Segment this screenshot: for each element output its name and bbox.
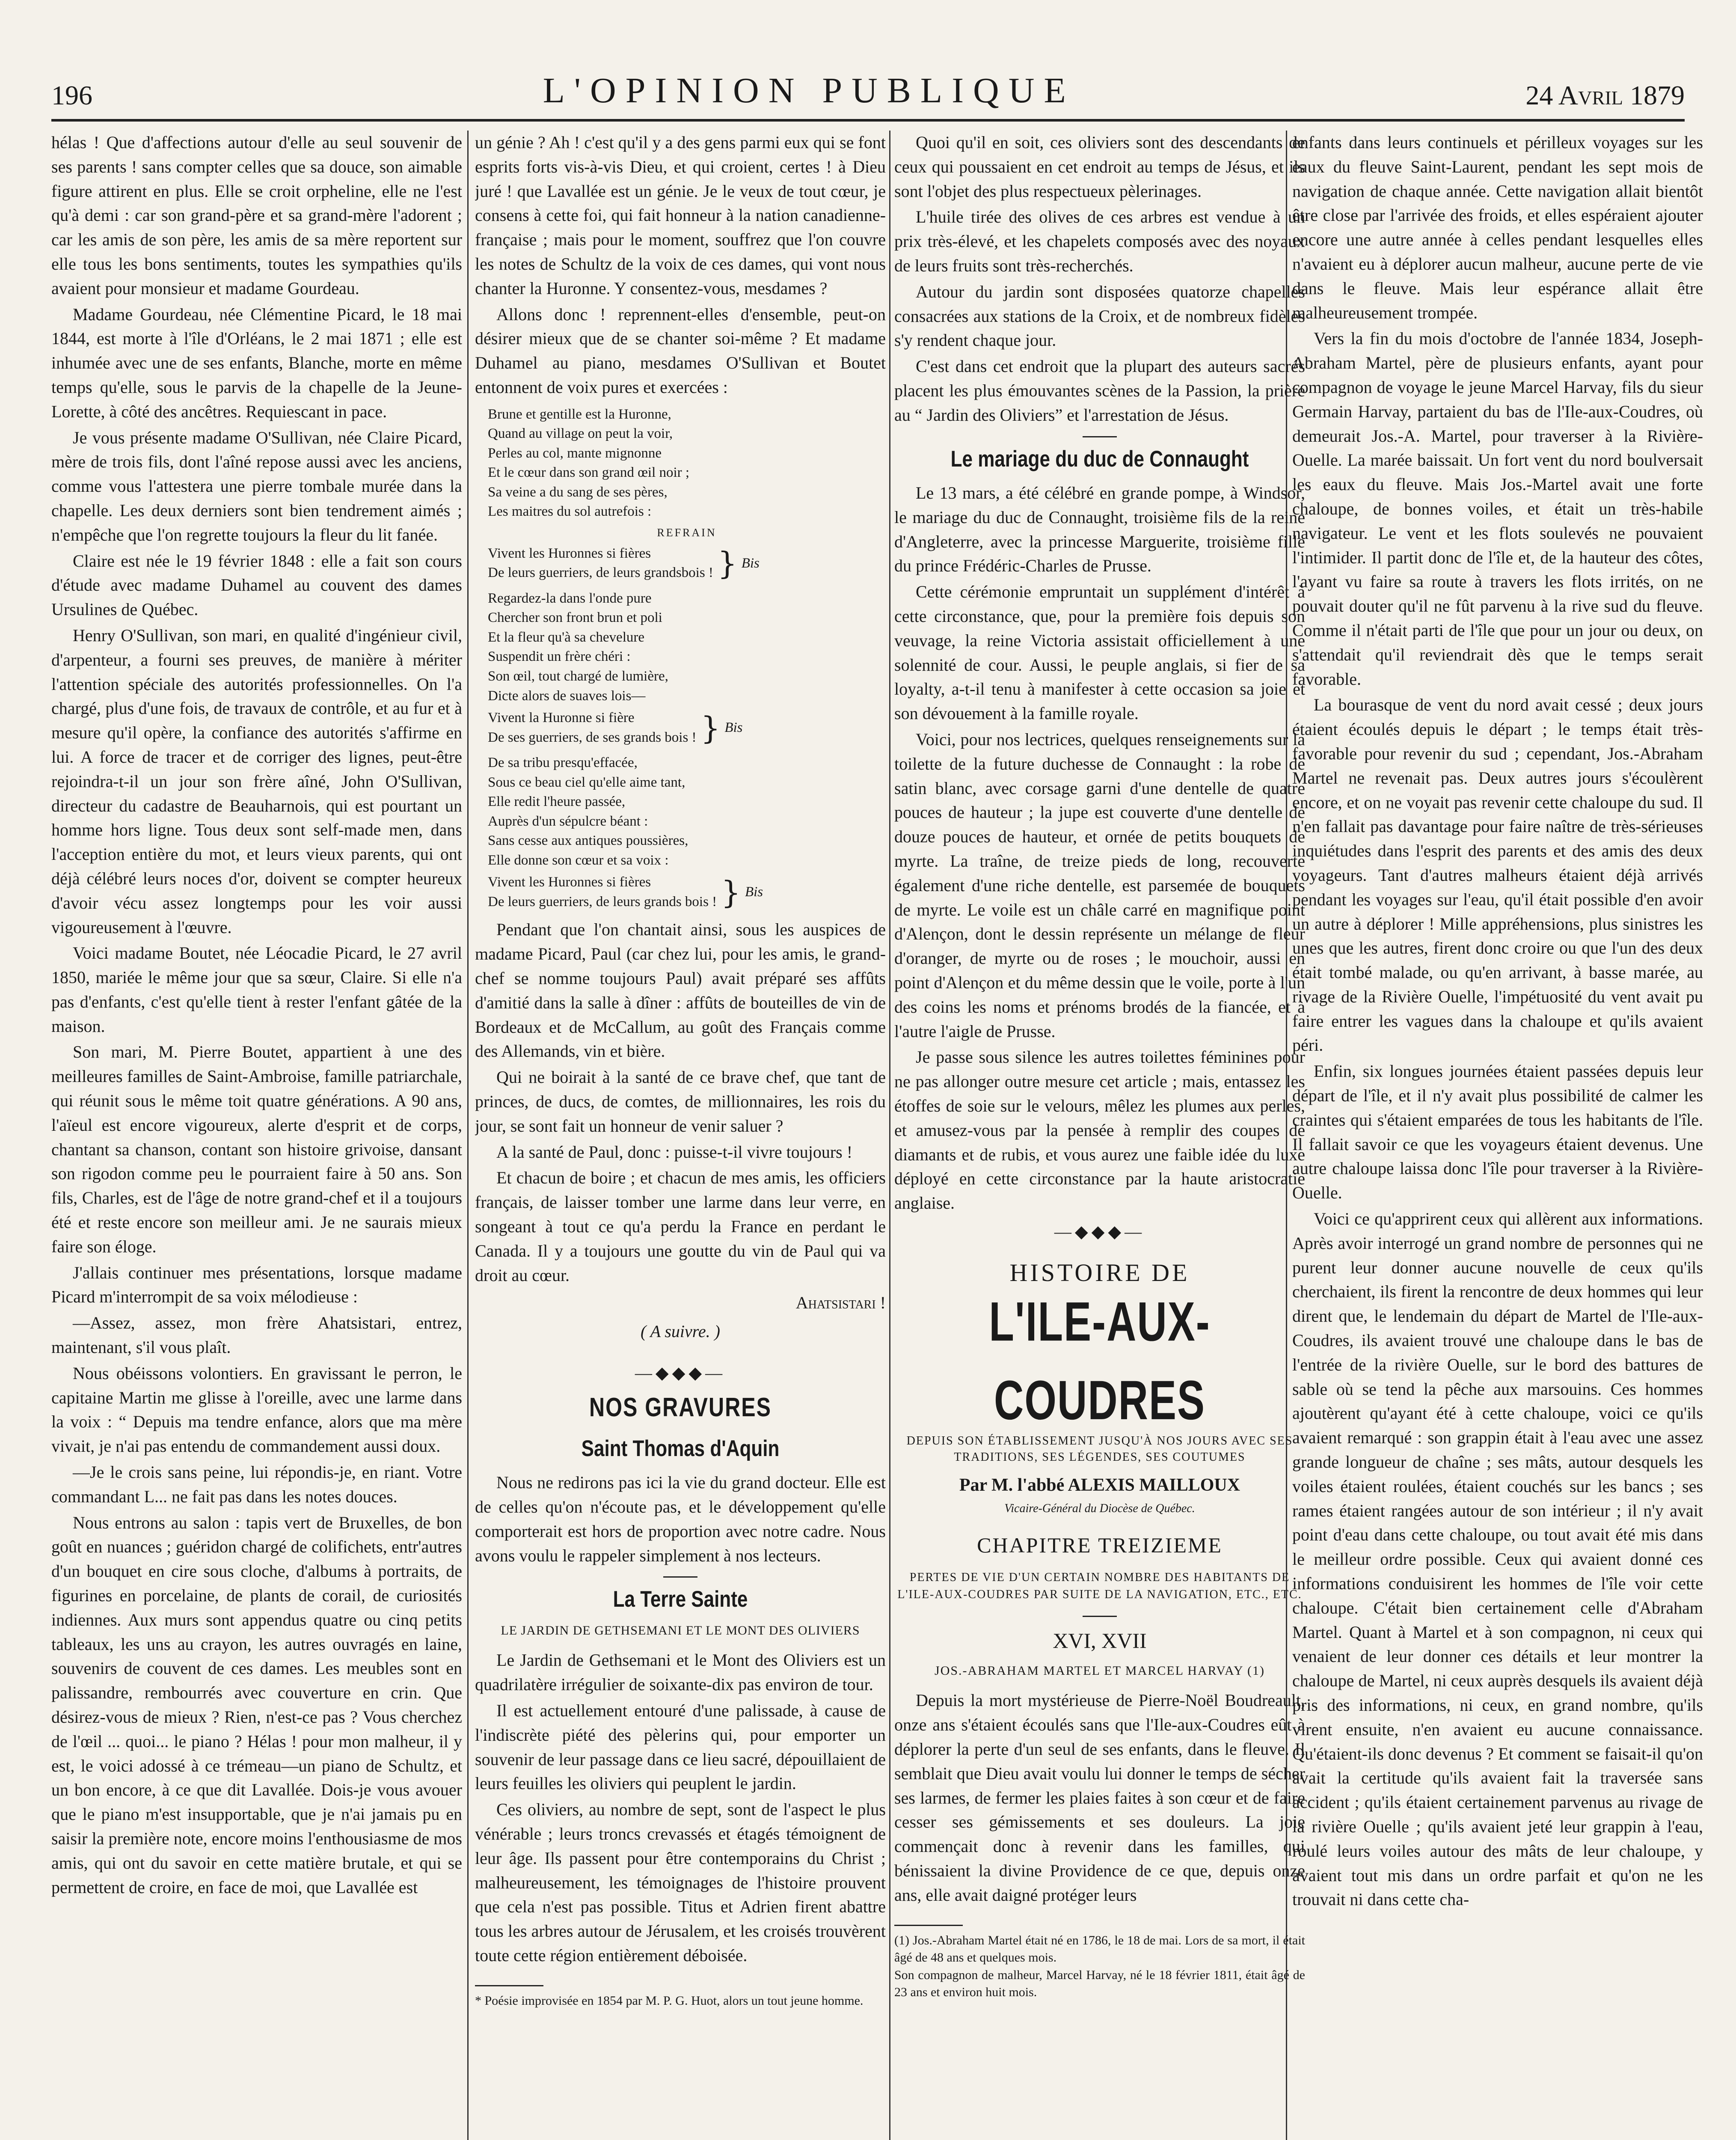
- paragraph: A la santé de Paul, donc : puisse-t-il vivre toujours !: [496, 1142, 853, 1162]
- paragraph: Enfin, six longues journées étaient passées depuis leur départ de l'île, et il n'y avait plus possibilité de calmer les craintes qui s'étaient emparées de tous les habitants de l'île. Il fallait savoir ce que les voyageurs étaient devenus. Une autre chaloupe laissa donc l'île pour traverser à la Rivière-Ouelle.: [1292, 1061, 1703, 1203]
- issue-date: 24 Avril 1879: [1525, 80, 1685, 110]
- short-rule: [1083, 1616, 1117, 1617]
- paragraph: hélas ! Que d'affections autour d'elle au seul souvenir de ses parents ! sans compter celles que sa douce, son aimable figure attirent en plus. Elle se croit orpheline, elle ne l'est qu'à demi : car son grand-père et sa grand-mère l'adorent ; car les amis de son père, les amis de sa mère reportent sur elle tous les bons sentiments, toutes les sympathies qu'ils avaient pour monsieur et madame Gourdeau.: [51, 133, 462, 298]
- column-divider: [467, 131, 469, 2140]
- column-divider: [889, 131, 890, 2140]
- refrain: [488, 873, 886, 912]
- poem-line: Auprès d'un sépulcre béant :: [488, 813, 648, 829]
- refrain: [488, 708, 886, 747]
- poem: [488, 405, 886, 912]
- bis-mark: Bis: [724, 719, 743, 735]
- poem-line: Brune et gentille est la Huronne,: [488, 406, 671, 422]
- article-title: Le mariage du duc de Connaught: [950, 446, 1249, 472]
- paragraph: L'huile tirée des olives de ces arbres est vendue à un prix très-élevé, et les chapelets composés avec des noyaux de leurs fruits sont très-recherchés.: [894, 207, 1305, 275]
- poem-line: Sous ce beau ciel qu'elle aime tant,: [488, 774, 685, 790]
- serial-author: Par M. l'abbé ALEXIS MAILLOUX: [959, 1475, 1240, 1495]
- poem-line: Son œil, tout chargé de lumière,: [488, 669, 668, 684]
- poem-line: Chercher son front brun et poli: [488, 610, 662, 626]
- brace: }: [721, 874, 741, 910]
- paragraph: Nous ne redirons pas ici la vie du grand docteur. Elle est de celles qu'on n'écoute pas, et le développement qu'elle comporterait est hors de proportion avec notre cadre. Nous avons voulu le rappeler simplement à nos lecteurs.: [475, 1473, 886, 1565]
- poem-line: Suspendit un frère chéri :: [488, 649, 631, 665]
- short-rule: [663, 1576, 697, 1578]
- author-signature: Ahatsistari !: [795, 1293, 886, 1313]
- bis-mark: Bis: [745, 884, 763, 900]
- paragraph: Cette cérémonie empruntait un supplément d'intérêt à cette circonstance, que, pour la première fois depuis son veuvage, la reine Victoria assistait officiellement à une solennité de cour. Aussi, le peuple anglais, si fier de sa loyalty, a-t-il tenu à manifester à cette occasion sa joie et son dévouement à la famille royale.: [894, 582, 1305, 723]
- paragraph: Claire est née le 19 février 1848 : elle a fait son cours d'étude avec madame Duhamel au couvent des dames Ursulines de Québec.: [51, 551, 462, 619]
- poem-line: Les maitres du sol autrefois :: [488, 504, 652, 520]
- paragraph: Le 13 mars, a été célébré en grande pompe, à Windsor, le mariage du duc de Connaught, troisième fils de la reine d'Angleterre, avec la princesse Marguerite, troisième fille du prince Frédéric-Charles de Prusse.: [894, 483, 1305, 576]
- paragraph: Son mari, M. Pierre Boutet, appartient à une des meilleures familles de Saint-Ambroise, famille patriarchale, qui réunit sous le même toit quatre générations. A 90 ans, l'aïeul est encore vigoureux, alerte d'esprit et de corps, chantant sa chanson, contant son histoire grivoise, dansant son rigodon comme peu le pourraient faire à 50 ans. Son fils, Charles, est de l'âge de notre grand-chef et il a toujours été et reste encore son meilleur ami. Je ne saurais mieux faire son éloge.: [51, 1042, 462, 1256]
- paragraph: Voici madame Boutet, née Léocadie Picard, le 27 avril 1850, mariée le même jour que sa sœur, Claire. Si elle n'a pas d'enfants, c'est qu'elle tient à rester l'enfant gâtée de la maison.: [51, 943, 462, 1036]
- paragraph: —Assez, assez, mon frère Ahatsistari, entrez, maintenant, s'il vous plaît.: [51, 1313, 462, 1357]
- brace: }: [700, 710, 721, 746]
- column-4: [1292, 131, 1703, 2140]
- ornament: —◆◆◆—: [635, 1363, 726, 1382]
- paragraph: Il est actuellement entouré d'une palissade, à cause de l'indiscrète piété des pèlerins qui, pour emporter un souvenir de leur passage dans ce lieu sacré, dépouillaient de leurs feuilles les oliviers qui peuplent le jardin.: [475, 1701, 886, 1793]
- footnote-rule: [894, 1925, 963, 1926]
- poem-line: Elle donne son cœur et sa voix :: [488, 852, 669, 868]
- paragraph: La bourasque de vent du nord avait cessé ; deux jours étaient écoulés depuis le départ ; le temps était très-favorable pour revenir du sud ; cependant, Jos.-Abraham Martel ne revenait pas. Deux autres jours s'écoulèrent encore, et on ne voyait pas revenir cette chaloupe du sud. Il n'en fallait pas davantage pour faire naître de très-sérieuses inquiétudes dans l'esprit des parents et des amis des deux voyageurs. Tant d'autres malheurs étaient déjà arrivés pendant les voyages sur l'eau, qu'il était possible d'en avoir un autre à déplorer ! Mille appréhensions, plus sinistres les unes que les autres, firent donc croire ou que l'un des deux était tombé malade, ou qu'en arrivant, à basse marée, au rivage de la Rivière Ouelle, l'impétuosité du vent avait pu faire entrer les vagues dans la chaloupe et qu'ils avaient péri.: [1292, 695, 1703, 1055]
- paragraph: Et chacun de boire ; et chacun de mes amis, les officiers français, de laisser tomber une larme dans leur verre, en songeant à tout ce qu'a perdu la France en perdant le Canada. Il y a toujours une goutte du vin de Paul qui va droit au cœur.: [475, 1168, 886, 1285]
- poem-line: Quand au village on peut la voir,: [488, 426, 673, 442]
- paragraph: Depuis la mort mystérieuse de Pierre-Noël Boudreault, onze ans s'étaient écoulés sans que l'Ile-aux-Coudres eût à déplorer la perte d'un seul de ses enfants, dans le fleuve. Il semblait que Dieu avait voulu lui donner le temps de sécher ses larmes, de fermer les plaies faites à son cœur et de faire cesser ses gémissements et ses douleurs. La joie commençait donc à revenir dans les familles, qui bénissaient la divine Providence de ce que, depuis onze ans, elle avait daigné protéger leurs: [894, 1691, 1305, 1905]
- paragraph: Je vous présente madame O'Sullivan, née Claire Picard, mère de trois fils, dont l'aîné repose aussi avec les anciens, comme vous l'attestera une pierre tombale murée dans la chapelle. Les deux derniers sont bien tendrement aimés ; n'empêche que l'on regrette toujours la fleur du lit fanée.: [51, 428, 462, 544]
- paragraph: —Je le crois sans peine, lui répondis-je, en riant. Votre commandant L... ne fait pas dans les notes douces.: [51, 1462, 462, 1506]
- paragraph: C'est dans cet endroit que la plupart des auteurs sacrés placent les plus émouvantes scènes de la Passion, la prière au “ Jardin des Oliviers” et l'arrestation de Jésus.: [894, 357, 1305, 425]
- page-number: 196: [51, 80, 92, 110]
- continued-note: ( A suivre. ): [641, 1322, 720, 1341]
- paragraph: Henry O'Sullivan, son mari, en qualité d'ingénieur civil, d'arpenteur, a fourni ses preuves, de manière à mériter l'attention spéciale des autorités professionnelles. On l'a chargé, plus d'une fois, de travaux de contrôle, et au fur et à mesure qu'il opère, la confiance des autorités s'affirme en lui. A force de tracer et de corriger des lignes, peut-être rejoindra-t-il un jour son frère aîné, John O'Sullivan, directeur du cadastre de Beauharnois, qui est pourtant un homme hors ligne. Tous deux sont self-made men, dans l'acception entière du mot, et leurs vieux parents, qui ont déjà célébré leurs noces d'or, doivent se compter heureux d'avoir vécu assez longtemps pour les voir aussi vigoureusement à l'œuvre.: [51, 625, 462, 937]
- chapter-subtitle: PERTES DE VIE D'UN CERTAIN NOMBRE DES HABITANTS DE L'ILE-AUX-COUDRES PAR SUITE DE LA NAVIGATION, ETC., ETC.: [897, 1570, 1302, 1602]
- serial-title: HISTOIRE DE: [1009, 1258, 1190, 1287]
- poem-line: Sans cesse aux antiques poussières,: [488, 833, 688, 849]
- article-subtitle: LE JARDIN DE GETHSEMANI ET LE MONT DES OLIVIERS: [501, 1623, 860, 1638]
- footnote: * Poésie improvisée en 1854 par M. P. G. Huot, alors un tout jeune homme.: [475, 1993, 864, 2008]
- paragraph: Nous entrons au salon : tapis vert de Bruxelles, de bon goût en nuances ; guéridon chargé de colifichets, entr'autres d'un bouquet en cire sous cloche, d'albums à portraits, de figurines en porcelaine, de plants de corail, de curiosités indiennes. Aux murs sont appendus quatre ou cinq petits tableaux, les uns au crayon, les autres ouvragés en laine, souvenirs de couvent de ces dames. Les meubles sont en palissandre, rembourrés avec couverture en crin. Que désirez-vous de mieux ? Rien, n'est-ce pas ? Vous cherchez de l'œil ... quoi... le piano ? Hélas ! pour mon malheur, il y est, le voici adossé à ce trémeau—un piano de Schultz, et un bon encore, à ce que dit Lavallée. Dois-je vous avouer que le piano m'est insupportable, que je n'ai jamais pu en saisir la première note, encore moins l'enthousiasme de mos amis, qui ont du savoir en cette matière brutale, et qui se permettent de croire, en face de moi, que Lavallée est: [51, 1513, 462, 1897]
- poem-line: De sa tribu presqu'effacée,: [488, 755, 638, 771]
- column-3: [894, 131, 1305, 2140]
- poem-line: Et le cœur dans son grand œil noir ;: [488, 465, 690, 481]
- footnote: Son compagnon de malheur, Marcel Harvay, né le 18 février 1811, était âgé de 23 ans et environ huit mois.: [894, 1968, 1305, 2000]
- section-title: NOS GRAVURES: [589, 1392, 772, 1422]
- paragraph: Voici ce qu'apprirent ceux qui allèrent aux informations. Après avoir interrogé un grand nombre de personnes qui ne purent leur donner aucune nouvelle de ceux qu'ils cherchaient, ils firent la rencontre de deux hommes qui leur dirent que, le lendemain du départ de Martel de l'Ile-aux-Coudres, ils avaient trouvé une chaloupe dans le bas de l'entrée de la rivière Ouelle, sur le bord des battures de sable où se tend la pêche aux marsouins. Ces hommes ajoutèrent qu'ayant été à cette chaloupe, voici ce qu'ils avaient remarqué : son grappin était à l'eau avec une assez grande longueur de chaîne ; ses mâts, autour desquels les voiles étaient roulées, étaient couchés sur les bancs ; ses rames étaient rangées autour de son intérieur ; il n'y avait point d'eau dans cette chaloupe, ou tout avait été mis dans le meilleur ordre possible. Ceux qui avaient donné ces informations conduisirent les hommes de l'île voir cette chaloupe. C'était bien certainement celle d'Abraham Martel. Quant à Martel et à son compagnon, ni ceux qui venaient de leur donner ces détails et leur montrer la chaloupe de Martel, ni ceux auprès desquels ils avaient déjà pris des informations, ni ceux, en grand nombre, qu'ils virent ensuite, n'en avaient eu aucune connaissance. Qu'étaient-ils donc devenus ? Et comment se faisait-il qu'on avait la certitude qu'ils avaient fait la traversée sans accident ; qu'ils étaient certainement parvenus au rivage de la rivière Ouelle ; qu'ils avaient jeté leur grappin à l'eau, roulé leurs voiles autour des mâts de leur chaloupe, y avaient tout mis dans un ordre parfait et qu'on ne les trouvait ni dans cette cha-: [1292, 1209, 1703, 1909]
- header-rule: [51, 119, 1685, 122]
- column-1: [51, 131, 462, 2140]
- footnote-rule: [475, 1985, 543, 1986]
- page-header: [51, 60, 1685, 111]
- column-2: [475, 131, 886, 2140]
- paragraph: Nous obéissons volontiers. En gravissant le perron, le capitaine Martin me glisse à l'oreille, avec une larme dans la voix : “ Depuis ma tendre enfance, alors que ma mère vivait, je n'ai pas entendu de commandement aussi doux.: [51, 1363, 462, 1456]
- paragraph: Quoi qu'il en soit, ces oliviers sont des descendants de ceux qui poussaient en cet endroit au temps de Jésus, et ils sont l'objet des plus respectueux pèlerinages.: [894, 133, 1305, 201]
- paragraph: Le Jardin de Gethsemani et le Mont des Oliviers est un quadrilatère irrégulier de soixante-dix pas environ de tour.: [475, 1650, 886, 1694]
- refrain: [488, 544, 886, 583]
- serial-main-title: L'ILE-AUX-COUDRES: [989, 1291, 1211, 1432]
- poem-line: Vivent les Huronnes si fières: [488, 545, 651, 561]
- serial-author-role: Vicaire-Général du Diocèse de Québec.: [1004, 1501, 1195, 1515]
- chapter-number: XVI, XVII: [1053, 1628, 1147, 1653]
- poem-line: Elle redit l'heure passée,: [488, 794, 626, 810]
- paragraph: Pendant que l'on chantait ainsi, sous les auspices de madame Picard, Paul (car chez lui, pour les amis, le grand-chef se nomme toujours Paul) avait préparé ses affûts d'amitié dans la salle à dîner : affûts de bouteilles de vin de Bordeaux et de McCallum, au goût des Français comme des Allemands, vin et bière.: [475, 920, 886, 1061]
- serial-subtitle: DEPUIS SON ÉTABLISSEMENT JUSQU'À NOS JOURS AVEC SES TRADITIONS, SES LÉGENDES, SES COUTUMES: [906, 1434, 1293, 1464]
- short-rule: [1083, 436, 1117, 437]
- chapter-title: CHAPITRE TREIZIEME: [977, 1533, 1223, 1557]
- chapter-number-subtitle: JOS.-ABRAHAM MARTEL ET MARCEL HARVAY (1): [935, 1663, 1265, 1678]
- brace: }: [717, 545, 737, 582]
- poem-line: Perles au col, mante mignonne: [488, 445, 662, 461]
- article-title: La Terre Sainte: [613, 1587, 748, 1612]
- poem-line: Vivent la Huronne si fière: [488, 710, 635, 726]
- bis-mark: Bis: [741, 555, 760, 571]
- poem-line: Sa veine a du sang de ses pères,: [488, 484, 668, 500]
- poem-line: Regardez-la dans l'onde pure: [488, 590, 652, 606]
- poem-line: Vivent les Huronnes si fières: [488, 874, 651, 890]
- paragraph: Vers la fin du mois d'octobre de l'année 1834, Joseph-Abraham Martel, père de plusieurs enfants, ayant pour compagnon de voyage le jeune Marcel Harvay, fils du sieur Germain Harvay, partaient du bas de l'Ile-aux-Coudres, où demeurait Jos.-A. Martel, pour traverser à la Rivière-Ouelle. La marée baissait. Un fort vent du nord boulversait les eaux du fleuve. Mais Jos.-Martel avait une forte chaloupe, de bonnes voiles, et était un très-habile navigateur. Le vent et les flots soulevés ne pouvaient l'intimider. Il partit donc de l'île et, de la hauteur des côtes, l'ayant vu faire sa route à travers les flots irrités, on ne pouvait douter qu'il ne fût parvenu à la rive sud du fleuve. Comme il n'était parti de l'île que pour un jour ou deux, on s'attendait qu'il reviendrait dès que le temps serait favorable.: [1292, 329, 1703, 689]
- paragraph: un génie ? Ah ! c'est qu'il y a des gens parmi eux qui se font esprits forts vis-à-vis Dieu, et qui croient, certes ! à Dieu juré ! que Lavallée est un génie. Je le veux de tout cœur, je consens à cette foi, qui fait honneur à la nation canadienne-française ; mais pour le moment, souffrez que l'on couvre les notes de Schultz de la voix de ces dames, qui vont nous chanter la Huronne. Y consentez-vous, mesdames ?: [475, 133, 886, 298]
- paragraph: Madame Gourdeau, née Clémentine Picard, le 18 mai 1844, est morte à l'île d'Orléans, le 2 mai 1871 ; elle est inhumée avec une de ses enfants, Blanche, morte en même temps qu'elle, sous le parvis de la chapelle de la Jeune-Lorette, à côté des ancêtres. Requiescant in pace.: [51, 304, 462, 421]
- paragraph: Allons donc ! reprennent-elles d'ensemble, peut-on désirer mieux que de se chanter soi-même ? Et madame Duhamel au piano, mesdames O'Sullivan et Boutet entonnent de voix pures et exercées :: [475, 304, 886, 397]
- poem-line: Et la fleur qu'à sa chevelure: [488, 629, 645, 645]
- footnote: (1) Jos.-Abraham Martel était né en 1786, le 18 de mai. Lors de sa mort, il était âgé de 48 ans et quelques mois.: [894, 1933, 1305, 1965]
- poem-line: De leurs guerriers, de leurs grands bois !: [488, 894, 717, 910]
- poem-line: Dicte alors de suaves lois—: [488, 688, 646, 704]
- refrain-label: REFRAIN: [657, 526, 717, 539]
- masthead: L'OPINION PUBLIQUE: [543, 71, 1075, 110]
- paragraph: J'allais continuer mes présentations, lorsque madame Picard m'interrompit de sa voix mélodieuse :: [51, 1263, 462, 1307]
- paragraph: Je passe sous silence les autres toilettes féminines pour ne pas allonger outre mesure cet article ; mais, entassez les étoffes de soie sur le velours, mêlez les plumes aux perles, et amusez-vous par la pensée à remplir des coupes de diamants et de rubis, et vous aurez une faible idée du luxe déployé en cette circonstance par la haute aristocratie anglaise.: [894, 1047, 1305, 1213]
- ornament: —◆◆◆—: [1054, 1222, 1145, 1241]
- paragraph: Ces oliviers, au nombre de sept, sont de l'aspect le plus vénérable ; leurs troncs crevassés et étagés témoignent de leur âge. Ils passent pour être contemporains du Christ ; malheureusement, les témoignages de l'histoire prouvent que cela n'est pas possible. Titus et Adrien firent abattre tous les arbres autour de Jérusalem, et les croisés trouvèrent toute cette région entièrement déboisée.: [475, 1800, 886, 1965]
- paragraph: Qui ne boirait à la santé de ce brave chef, que tant de princes, de ducs, de comtes, de millionnaires, les rois du jour, se sont fait un honneur de venir saluer ?: [475, 1067, 886, 1135]
- paragraph: enfants dans leurs continuels et périlleux voyages sur les eaux du fleuve Saint-Laurent, pendant les sept mois de navigation de chaque année. Cette navigation allait bientôt être close par l'arrivée des froids, et elles espéraient ajouter encore une autre année à celles pendant lesquelles elles n'avaient eu à déplorer aucun malheur, aucune perte de vie dans le fleuve. Mais leur espérance allait être malheureusement trompée.: [1292, 133, 1703, 322]
- poem-line: De ses guerriers, de ses grands bois !: [488, 729, 697, 745]
- paragraph: Voici, pour nos lectrices, quelques renseignements sur la toilette de la future duchesse de Connaught : la robe de satin blanc, avec corsage garni d'une dentelle de quatre pouces de hauteur ; la jupe est couverte d'une dentelle de douze pouces de hauteur, et ornée de petits bouquets de myrte. La traîne, de treize pieds de long, recouverte également d'une riche dentelle, est parsemée de bouquets de myrte. Le voile est un châle carré en magnifique point d'Alençon, dont le dessin représente un mélange de fleur d'oranger, de myrte ou de roses ; le mouchoir, aussi en point d'Alençon et du même dessin que le voile, porte à l'un des coins les noms et prénoms brodés de la fiancée, et à l'autre l'aigle de Prusse.: [894, 730, 1305, 1041]
- paragraph: Autour du jardin sont disposées quatorze chapelles consacrées aux stations de la Croix, et de nombreux fidèles s'y rendent chaque jour.: [894, 282, 1305, 350]
- poem-line: De leurs guerriers, de leurs grandsbois !: [488, 565, 713, 581]
- article-title: Saint Thomas d'Aquin: [581, 1436, 780, 1461]
